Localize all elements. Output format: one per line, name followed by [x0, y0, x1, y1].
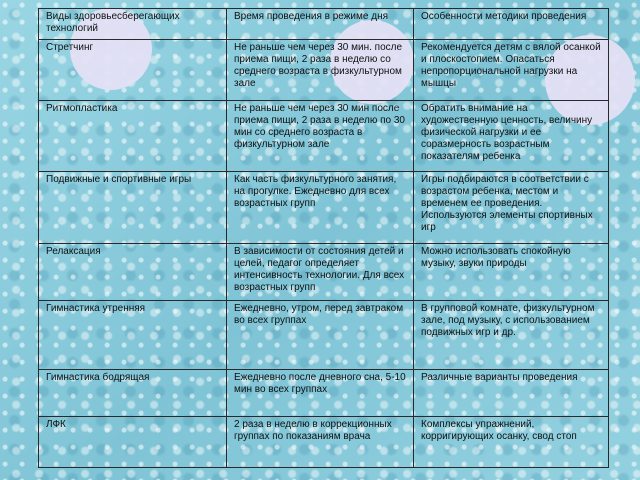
- cell-method: Комплексы упражнений, корригирующих осанку, свод стоп: [414, 416, 609, 467]
- cell-time: Ежедневно после дневного сна, 5-10 мин во всех группах: [227, 370, 414, 417]
- cell-method: Можно использовать спокойную музыку, звуки природы: [414, 243, 609, 300]
- cell-time: Не раньше чем через 30 мин. после приема пищи, 2 раза в неделю со среднего возраста в физкультурном зале: [227, 39, 414, 100]
- cell-technology: ЛФК: [39, 416, 227, 467]
- cell-time: Не раньше чем через 30 мин после приема пищи, 2 раза в неделю по 30 мин со среднего возраста в физкультурном зале: [227, 100, 414, 171]
- table-row: [39, 416, 609, 467]
- cell-technology: Релаксация: [39, 243, 227, 300]
- cell-time: В зависимости от состояния детей и целей, педагог определяет интенсивность технологии. Для всех возрастных групп: [227, 243, 414, 300]
- header-method-features: Особенности методики проведения: [414, 9, 609, 40]
- cell-method: Рекомендуется детям с вялой осанкой и плоскостопием. Опасаться непропорциональной нагрузки на мышцы: [414, 39, 609, 100]
- cell-time: Ежедневно, утром, перед завтраком во всех группах: [227, 300, 414, 369]
- table-row: [39, 243, 609, 300]
- cell-method: Обратить внимание на художественную ценность, величину физической нагрузки и ее соразмерность возрастным показателям ребенка: [414, 100, 609, 171]
- cell-method: В групповой комнате, физкультурном зале, под музыку, с использованием подвижных игр и др.: [414, 300, 609, 369]
- header-time: Время проведения в режиме дня: [227, 9, 414, 40]
- cell-technology: Подвижные и спортивные игры: [39, 172, 227, 243]
- cell-method: Игры подбираются в соответствии с возрастом ребенка, местом и временем ее проведения. Используются элементы спортивных игр: [414, 172, 609, 243]
- cell-method: Различные варианты проведения: [414, 370, 609, 417]
- cell-time: Как часть физкультурного занятия, на прогулке. Ежедневно для всех возрастных групп: [227, 172, 414, 243]
- cell-technology: Стретчинг: [39, 39, 227, 100]
- cell-technology: Ритмопластика: [39, 100, 227, 171]
- table-row: [39, 300, 609, 369]
- table-row: [39, 39, 609, 100]
- header-technology-type: Виды здоровьесберегающих технологий: [39, 9, 227, 40]
- table-row: [39, 100, 609, 171]
- technologies-table: [38, 8, 609, 468]
- table-row: [39, 370, 609, 417]
- cell-technology: Гимнастика бодрящая: [39, 370, 227, 417]
- cell-time: 2 раза в неделю в коррекционных группах по показаниям врача: [227, 416, 414, 467]
- cell-technology: Гимнастика утренняя: [39, 300, 227, 369]
- table-header-row: [39, 9, 609, 40]
- table-row: [39, 172, 609, 243]
